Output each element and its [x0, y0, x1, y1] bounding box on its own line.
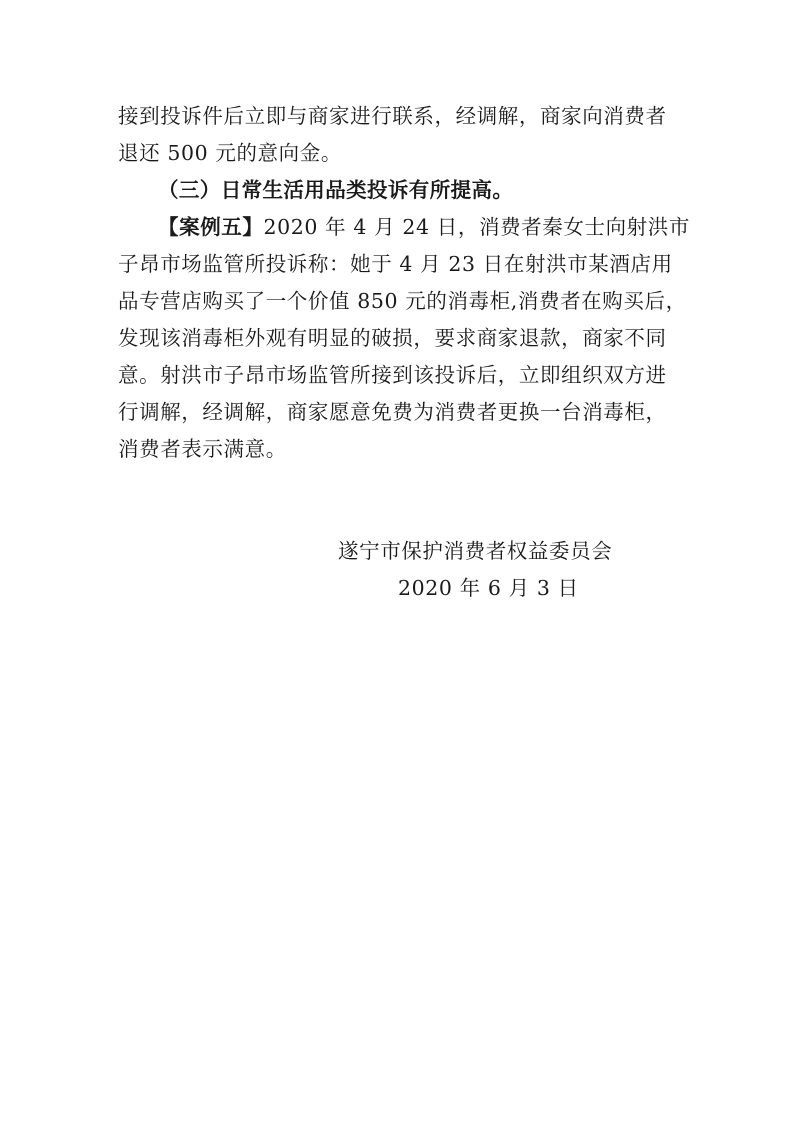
case-line: 子昂市场监管所投诉称：她于 4 月 23 日在射洪市某酒店用 [118, 252, 673, 276]
case-label: 【案例五】 [158, 215, 264, 239]
signature-organization: 遂宁市保护消费者权益委员会 [338, 539, 613, 563]
case-line: 发现该消毒柜外观有明显的破损，要求商家退款，商家不同 [118, 326, 667, 350]
case-text: 2020 年 4 月 24 日，消费者秦女士向射洪市 [263, 215, 690, 239]
case-line: 意。射洪市子昂市场监管所接到该投诉后，立即组织双方进 [118, 363, 667, 387]
case-line: 消费者表示满意。 [118, 437, 287, 461]
paragraph-line: 退还 500 元的意向金。 [118, 141, 342, 165]
section-heading: （三）日常生活用品类投诉有所提高。 [158, 178, 514, 202]
case-line: 品专营店购买了一个价值 850 元的消毒柜,消费者在购买后， [118, 289, 687, 313]
signature-date: 2020 年 6 月 3 日 [398, 576, 579, 600]
paragraph-line: 接到投诉件后立即与商家进行联系，经调解，商家向消费者 [118, 104, 667, 128]
case-line: 行调解，经调解，商家愿意免费为消费者更换一台消毒柜， [118, 400, 667, 424]
case-first-line [158, 209, 718, 245]
